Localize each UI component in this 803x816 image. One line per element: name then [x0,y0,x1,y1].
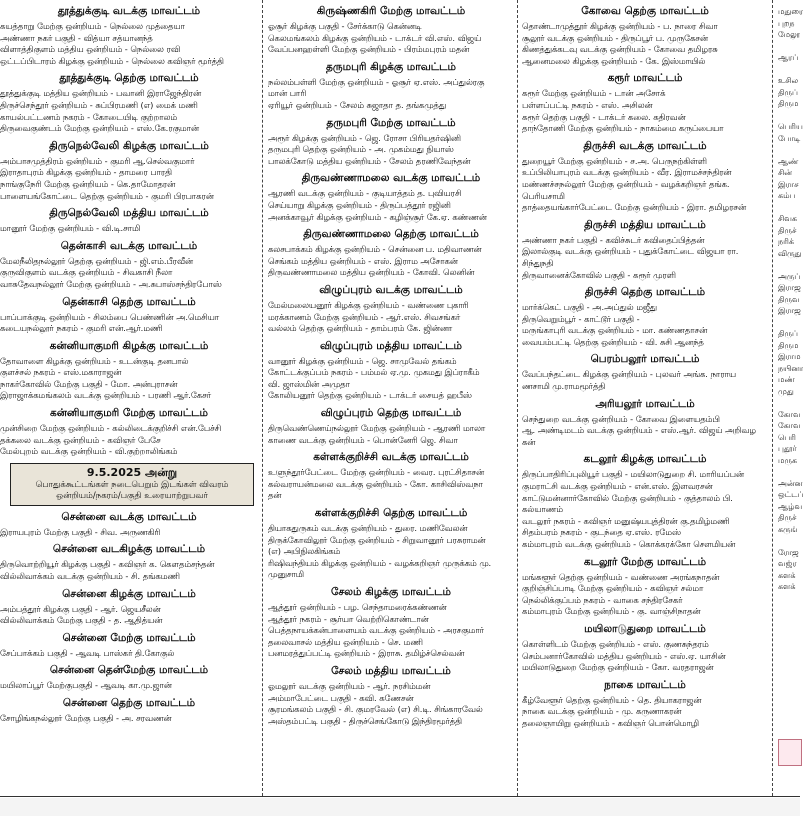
cropped-text-fragment: மதுரை [778,7,803,16]
district-heading: சென்னை கிழக்கு மாவட்டம் [62,587,196,600]
meeting-entry: ஏரியூர் ஒன்றியம் - சேலம் சுஜாதா த. தங்கமுத்து [268,99,447,110]
meeting-entry: கல்யாணம் [522,504,563,515]
cropped-text-fragment: நரிக் [778,237,795,246]
meeting-entry: திருச்செந்தூர் ஒன்றியம் - சுப்பிரமணி (எ) மைக் மணி [0,99,198,110]
meeting-entry: அனக்காவூர் கிழக்கு ஒன்றியம் - கழிஞ்சூர் கே.ஏ. கண்ணன் [268,211,487,222]
meeting-entry: பாப்பாக்குடி ஒன்றியம் - சிலம்பை பெண்ணின் அ.மெசியா [0,311,220,322]
meeting-entry: ஒட்டப்பிடாரம் கிழக்கு ஒன்றியம் - நெல்லை கவிஞர் மூர்த்தி [0,55,224,66]
cropped-text-fragment: சின் [778,168,793,177]
district-heading: விழுப்புரம் வடக்கு மாவட்டம் [319,283,463,296]
cropped-text-fragment: சிவக [778,214,798,223]
meeting-entry: வாசுதேவநல்லூர் மேற்கு ஒன்றியம் - அ.சுபாஸ்சந்திரபோஸ் [0,278,222,289]
meeting-entry: குருவிகுளம் வடக்கு ஒன்றியம் - சிவகாசி நீலா [0,267,173,278]
meeting-entry: கடையநல்லூர் நகரம் - குமரி என்.ஆர்.மணி [0,323,163,334]
district-heading: கள்ளக்குறிச்சி வடக்கு மாவட்டம் [313,451,469,464]
meeting-entry: தலைவாசல் மத்திய ஒன்றியம் - செ. மணி [268,636,423,647]
meeting-entry: சூரமங்கலம் பகுதி - சி. குமரவேல் (எ) சி.டி. சிங்காரவேல் [268,704,483,715]
district-heading: பெரம்பலூர் மாவட்டம் [590,353,700,366]
meeting-entry: ஆரணி வடக்கு ஒன்றியம் - குடியாத்தம் த. புவியரசி [268,188,462,199]
cropped-text-fragment [778,535,800,547]
meeting-entry: மரக்காணம் மேற்கு ஒன்றியம் - ஆர்.எஸ். சிவசங்கர் [268,311,461,322]
cropped-text-fragment: திரும [778,99,799,108]
meeting-entry: அம்பாசமுத்திரம் ஒன்றியம் - குமரி ஆ.செல்வகுமார் [0,155,195,166]
meeting-entry: ஓசூர் கிழக்கு பகுதி - சேர்க்காடு கென்னடி [268,21,422,31]
cropped-text-fragment: மருக [778,455,797,465]
column-3 [522,0,768,730]
cropped-text-fragment: மண் [778,375,795,384]
meeting-entry: கயத்தாறு மேற்கு ஒன்றியம் - நெல்லை முத்தையா [0,21,185,31]
meeting-entry: ஆத்தூர் நகரம் - சூர்யா வெற்றிகொண்டான் [268,613,429,624]
meeting-entry: மங்களூர் தெற்கு ஒன்றியம் - வண்ணை அரங்கநாதன் [522,571,720,582]
cropped-text-fragment: அருப் [778,271,801,281]
meeting-entry: கரூர் மேற்கு ஒன்றியம் - டான் அசோக் [522,88,666,99]
meeting-entry: திருவைகுண்டம் மேற்கு ஒன்றியம் - எஸ்.கே.ரகுமான் [0,123,199,134]
district-heading: விழுப்புரம் மத்திய மாவட்டம் [319,339,463,352]
meeting-entry: வேப்பந்தட்டை கிழக்கு ஒன்றியம் - புலவர் அங்க. நாராய [522,369,736,380]
cropped-text-fragment: திருச் [778,225,797,235]
meeting-entry: தாத்தையங்கார்பேட்டை மேற்கு ஒன்றியம் - இரா. தமிழரசன் [522,202,747,213]
meeting-entry: திருவெறும்பூர் - காட்டூர் பகுதி - [522,313,640,324]
cropped-text-fragment: திருச் [778,513,797,522]
meeting-entry: தருமபுரி தெற்கு ஒன்றியம் - அ. முகம்மது நியாஸ் [268,144,454,155]
district-heading: சென்னை வடக்கு மாவட்டம் [61,510,197,523]
cropped-text-fragment: வஜ்ர [778,559,797,568]
meeting-entry: திருவொற்றியூர் கிழக்கு பகுதி - கவிஞர் க. கௌதம்சந்தன் [0,559,215,570]
cropped-text-fragment: ஆண் [778,156,799,166]
cropped-text-fragment: ரோஜ [778,547,799,557]
date-info-line: பொதுக்கூட்டங்கள் நடைபெறும் இடங்கள் விவரம் [35,479,229,490]
district-heading: திருவண்ணாமலை தெற்கு மாவட்டம் [303,228,479,241]
district-heading: அரியலூர் மாவட்டம் [595,397,695,410]
meeting-entry: திருவெண்ணெய்நல்லூர் மேற்கு ஒன்றியம் - ஆரணி மாலா [268,423,486,434]
district-heading: கன்னியாகுமரி கிழக்கு மாவட்டம் [49,339,209,352]
bottom-band [0,798,800,816]
date-info-line: ஒன்றியம்/நகரம்/பகுதி உரையாற்றுபவர் [56,491,208,502]
meeting-entry: இலால்குடி வடக்கு ஒன்றியம் - புதுக்கோட்டை விஜயா ரா. [522,246,739,257]
district-heading: கடலூர் கிழக்கு மாவட்டம் [583,453,707,466]
meeting-entry: அம்பத்தூர் கிழக்கு பகுதி - ஆர். ஜெயசீலன் [0,603,161,614]
meeting-entry: கெலமங்கலம் கிழக்கு ஒன்றியம் - டாக்டர் வி.எஸ். விஜய் [268,32,482,43]
district-heading: திருநெல்வேலி மத்திய மாவட்டம் [49,207,209,220]
cropped-text-fragment: களக் [778,582,796,591]
bottom-rule [0,796,800,797]
meeting-entry: செய்யாறு கிழக்கு ஒன்றியம் - திருப்பத்தூர் ரஜினி [268,199,451,210]
meeting-entry: பெத்தநாயக்கன்பாளையம் வடக்கு ஒன்றியம் - அரசகுமார் [268,625,484,636]
meeting-entry: கீழ்வேளூர் தெற்கு ஒன்றியம் - தெ. தியாகராஜன் [522,694,702,705]
meeting-entry: ரிஷிவந்தியம் கிழக்கு ஒன்றியம் - வழக்கறிஞர் முருக்கம் மு. [268,557,492,568]
meeting-entry: வையம்பட்டி தெற்கு ஒன்றியம் - வி. சுசி ஆனந்த் [522,336,704,347]
cropped-text-fragment: இராஜ [778,306,801,315]
meeting-entry: தக்கலை வடக்கு ஒன்றியம் - கவிஞர் பேசே [0,434,161,445]
meeting-entry: நல்லம்பள்ளி மேற்கு ஒன்றியம் - ஓசூர் ஏ.எஸ். அப்துல்ரகு [268,76,485,87]
meeting-entry: குறிஞ்சிப்பாடி மேற்கு ஒன்றியம் - கவிஞர் சல்மா [522,583,704,594]
meeting-entry: துறையூர் மேற்கு ஒன்றியம் - ச.அ. பெருநற்கிள்ளி [522,155,707,166]
meeting-entry: குளச்சல் நகரம் - எஸ்.மகாராஜன் [0,367,122,378]
cropped-text-fragment: கோவ [778,421,801,430]
meeting-entry: செந்துறை வடக்கு ஒன்றியம் - கோவை இளையதம்பி [522,413,720,424]
cropped-text-fragment: புறந [778,18,795,28]
meeting-entry: பள்ளப்பட்டி நகரம் - எஸ். அசிலன் [522,99,653,110]
advertisement-box [778,739,802,766]
district-heading: நாகை மாவட்டம் [604,678,686,691]
meeting-entry: திருவானைக்கோவில் பகுதி - கரூர் முரளி [522,269,676,280]
column-divider [517,0,518,796]
column-divider [772,0,773,796]
meeting-entry: பாளையங்கோட்டை தெற்கு ஒன்றியம் - குமரி பிரபாகரன் [0,190,214,201]
meeting-entry: அண்ணா நகர் பகுதி - கவிச்சுடர் கவிதைப்பித்தன் [522,234,705,245]
district-heading: சென்னை மேற்கு மாவட்டம் [62,631,196,644]
cropped-text-fragment: ஆரப் [778,53,799,62]
cropped-text-fragment: இராம [778,352,801,361]
meeting-entry: பனமரத்துப்பட்டி ஒன்றியம் - இராசு. தமிழ்ச்செல்வன் [268,648,465,659]
cropped-text-fragment: கோவ [778,409,801,419]
meeting-entry: முன்சிறை மேற்கு ஒன்றியம் - கல்லிடைக்குறிச்சி என்.பேச்சி [0,423,222,434]
meeting-entry: இராஜாக்கமங்கலம் வடக்கு ஒன்றியம் - பரணி ஆர்.கேசர் [0,390,212,401]
meeting-entry: ணசாமி மு.ராமமூர்த்தி [522,381,606,392]
cropped-text-fragment: ஆழ்வ [778,501,803,511]
cropped-text-fragment: நயினா [778,363,803,373]
meeting-entry: அண்ணா நகர் பகுதி - வித்யா சத்யானந்த் [0,32,153,43]
meeting-entry: தாந்தோணி மேற்கு ஒன்றியம் - நாகம்மை கருப்பையா [522,123,724,134]
district-heading: தருமபுரி மேற்கு மாவட்டம் [326,116,456,129]
meeting-entry: சேப்பாக்கம் பகுதி - ஆவடி பாஸ்கர் தி.கோகுல் [0,647,175,658]
meeting-entry: மருங்காபுரி வடக்கு ஒன்றியம் - மா. கண்ணதாசன் [522,325,708,336]
cropped-text-fragment: அன்ன [778,478,803,488]
meeting-entry: திருவண்ணாமலை மத்திய ஒன்றியம் - கோவி. லெனின் [268,267,475,278]
meeting-entry: கலசபாக்கம் கிழக்கு ஒன்றியம் - சென்னை ப. மதிவாணன் [268,244,482,255]
meeting-entry: வானூர் கிழக்கு ஒன்றியம் - ஜெ. சாமுவேல் தங்கம் [268,355,457,366]
meeting-entry: நாங்குநேரி மேற்கு ஒன்றியம் - கெ.தாமோதரன் [0,178,176,189]
meeting-entry: சிதம்பரம் நகரம் - குடந்தை ஏ.எஸ். ரமேஸ் [522,527,681,538]
district-heading: கள்ளக்குறிச்சி தெற்கு மாவட்டம் [314,507,468,520]
cropped-text-fragment: முது [778,386,794,396]
cropped-text-fragment: கருங் [778,524,798,534]
cropped-text-fragment [778,397,800,409]
meeting-entry: நெல்லிக்குப்பம் நகரம் - வாகை சந்திரசேகர் [522,594,683,605]
cropped-text-fragment: திருப் [778,329,798,338]
cropped-text-fragment: மேலூ [778,30,800,39]
meeting-entry: தியாகதுருகம் வடக்கு ஒன்றியம் - துரை. மணிவேலன் [268,523,468,534]
cropped-text-fragment: விருது [778,248,802,258]
cropped-text-fragment [778,64,800,76]
meeting-entry: சூலூர் வடக்கு ஒன்றியம் - திருப்பூர் ப. முருகேசன் [522,32,708,43]
cropped-text-fragment: களக் [778,570,796,580]
meeting-entry: தோவாளை கிழக்கு ஒன்றியம் - உடன்குடி தனபால் [0,355,189,366]
cropped-text-fragment: திரும [778,340,799,350]
meeting-entry: கோட்டக்குப்பம் நகரம் - பம்மல் ஏ.மு. முகமது இப்ராகீம் [268,367,480,378]
meeting-entry: கன் [522,436,536,447]
meeting-entry: குமராட்சி வடக்கு ஒன்றியம் - என்.எஸ். இளவரசன் [522,481,713,492]
meeting-entry: ஆ. அண்டிமடம் வடக்கு ஒன்றியம் - எஸ்.ஆர். விஜய் அறிவழ [522,425,756,436]
meeting-entry: வி. ஜாஸ்மின் அமுதா [268,378,350,389]
meeting-entry: அஸ்தம்பட்டி பகுதி - திருச்செங்கோடு இந்திரமூர்த்தி [268,715,462,726]
meeting-entry: ஆத்தூர் ஒன்றியம் - பழ. செந்தாமரைக்கண்ணன் [268,602,447,612]
cropped-text-fragment [778,110,800,122]
district-heading: தூத்துக்குடி வடக்கு மாவட்டம் [57,5,201,17]
district-heading: திருச்சி தெற்கு மாவட்டம் [584,286,706,299]
cropped-text-fragment: திருப் [778,87,798,97]
meeting-entry: மேல்புறம் வடக்கு ஒன்றியம் - வி.குற்றாலிங்கம் [0,446,178,457]
meeting-entry: தொண்டாமுத்தூர் கிழக்கு ஒன்றியம் - ப. நாரை சிவா [522,21,718,31]
meeting-entry: திருப்பாதிரிப்புலியூர் பகுதி - மயிலாடுதுறை சி. மாரியப்பன் [522,469,744,480]
meeting-entry: சிந்துநதி [522,257,554,268]
meeting-entry: மேல்மலையனூர் கிழக்கு ஒன்றியம் - வண்ணை புகாரி [268,299,469,310]
district-heading: மயிலாடுதுறை மாவட்டம் [584,622,706,635]
meeting-entry: கரூர் தெற்கு பகுதி - டாக்டர் கலை. கதிரவன் [522,111,686,122]
district-heading: கிருஷ்ணகிரி மேற்கு மாவட்டம் [316,5,466,17]
district-heading: சென்னை தென்மேற்கு மாவட்டம் [49,664,209,677]
cropped-text-fragment [778,41,800,53]
meeting-entry: கிணத்துக்கடவு வடக்கு ஒன்றியம் - கோவை தமிழரசு [522,44,718,55]
meeting-entry: காயல்பட்டணம் நகரம் - கோடையிடி குற்றாலம் [0,111,178,122]
column-1 [0,0,258,725]
meeting-entry: விளாத்திகுளம் மத்திய ஒன்றியம் - நெல்லை ரவி [0,44,181,55]
meeting-entry: கல்வராயன்மலை வடக்கு ஒன்றியம் - கோ. காசிவிஸ்வநா [268,478,483,489]
cropped-text-fragment: இராஜ [778,283,801,292]
meeting-entry: வடலூர் நகரம் - கவிஞர் மனுஷ்யபுத்திரன் கு.தமிழ்மணி [522,515,730,526]
meeting-entry: செம்பனார்கோவில் மத்திய ஒன்றியம் - எஸ்.ஏ. யாசின் [522,650,726,661]
meeting-entry: மான் பாரி [268,88,307,99]
cropped-text-fragment [778,259,800,271]
cropped-text-fragment [778,202,800,214]
cropped-text-fragment: கம்ப [778,191,796,200]
district-heading: தருமபுரி கிழக்கு மாவட்டம் [326,60,456,73]
district-heading: சேலம் கிழக்கு மாவட்டம் [331,586,451,598]
district-heading: சென்னை தெற்கு மாவட்டம் [62,697,196,709]
meeting-entry: வில்லிவாக்கம் மேற்கு பகுதி - த. ஆதித்யன் [0,615,163,626]
meeting-entry: கோலியனூர் தெற்கு ஒன்றியம் - டாக்டர் சையத் ஹபீஸ் [268,390,472,401]
cropped-text-fragment: பெரிய [778,122,803,131]
district-heading: விழுப்புரம் தெற்கு மாவட்டம் [320,407,462,420]
meeting-entry: நாகர்கோவில் மேற்கு பகுதி - மோ. அன்புராசன் [0,378,178,389]
district-heading: சென்னை வடகிழக்கு மாவட்டம் [52,543,206,556]
district-heading: கடலூர் மேற்கு மாவட்டம் [583,555,707,568]
meeting-entry: காணை வடக்கு ஒன்றியம் - பொன்னேரி ஜெ. சிவா [268,434,458,445]
date-info-line: 9.5.2025 அன்று [86,465,178,479]
district-heading: கோவை தெற்கு மாவட்டம் [581,5,709,17]
meeting-entry: தலைஞாயிறு ஒன்றியம் - கவிஞர் பொன்மொழி [522,717,699,728]
meeting-entry: நாகை வடக்கு ஒன்றியம் - மு. கருணாகரன் [522,706,682,717]
district-heading: கரூர் மாவட்டம் [607,72,683,85]
column-4-cropped [778,0,803,593]
meeting-entry: காட்டுமன்னார்கோவில் மேற்கு ஒன்றியம் - குத்தாலம் பி. [522,492,733,503]
meeting-entry: திருக்கோவிலூர் மேற்கு ஒன்றியம் - சிறுவானூர் பரசுராமன் [268,534,486,545]
meeting-entry: மேலநீலிதநல்லூர் தெற்கு ஒன்றியம் - ஜி.எம்.பீரவீன் [0,255,193,266]
cropped-text-fragment: ஒட்டப் [778,490,803,499]
meeting-entry: ஓமலூர் வடக்கு ஒன்றியம் - ஆர். நரசிம்மன் [268,680,431,691]
district-heading: தென்காசி வடக்கு மாவட்டம் [60,239,198,252]
meeting-entry: அரூர் கிழக்கு ஒன்றியம் - ஜெ. ரோசா பிரியதர்ஷினி [268,132,461,143]
district-heading: தென்காசி தெற்கு மாவட்டம் [62,295,196,308]
meeting-entry: வில்லிவாக்கம் வடக்கு ஒன்றியம் - சி. தங்கமணி [0,571,180,582]
meeting-entry: மானூர் மேற்கு ஒன்றியம் - வி.டி.சாமி [0,223,141,234]
district-heading: திருச்சி வடக்கு மாவட்டம் [583,139,707,152]
district-heading: திருச்சி மத்திய மாவட்டம் [584,218,706,231]
cropped-text-fragment: புதூர் [778,444,797,453]
district-heading: திருவண்ணாமலை வடக்கு மாவட்டம் [301,172,481,185]
meeting-entry: உப்பிலியாபுரம் வடக்கு ஒன்றியம் - வீர. இராமச்சந்திரன் [522,167,732,178]
cropped-text-fragment: போடி [778,133,801,143]
meeting-entry: மார்க்கெட் பகுதி - அ.அப்துல் மஜீது [522,302,658,313]
meeting-entry: பெரியசாமி [522,190,565,201]
meeting-entry: மண்ணச்சநல்லூர் மேற்கு ஒன்றியம் - வழக்கறிஞர் தங்க. [522,178,730,189]
meeting-entry: ஆனைமலை கிழக்கு ஒன்றியம் - கே. இஸ்மாயில் [522,55,706,66]
date-info-box [10,463,254,506]
meeting-entry: வேப்பனஹள்ளி மேற்கு ஒன்றியம் - பிரம்மபுரம் மதன் [268,44,470,55]
cropped-text-fragment: பெரி [778,432,796,442]
district-heading: தூத்துக்குடி தெற்கு மாவட்டம் [59,72,199,85]
meeting-entry: பாலக்கோடு மத்திய ஒன்றியம் - சேலம் தரணிவேந்தன் [268,155,471,166]
cropped-text-fragment: இராச [778,179,799,189]
cropped-text-fragment: திருவ [778,294,800,304]
cropped-text-fragment: உசில [778,76,799,85]
meeting-entry: கம்மாபுரம் வடக்கு ஒன்றியம் - கொக்கரக்கோ சௌமியன் [522,539,736,549]
cropped-text-fragment [778,466,800,478]
meeting-entry: கொள்ளிடம் மேற்கு ஒன்றியம் - எஸ். குணசுந்தரம் [522,638,709,649]
meeting-entry: முனுசாமி [268,569,304,580]
meeting-entry: மயிலாப்பூர் மேற்குபகுதி - ஆவடி கா.மு.ஜான் [0,680,172,691]
meeting-entry: செங்கம் மத்திய ஒன்றியம் - எஸ். இராம அசோகன் [268,255,458,266]
meeting-entry: தூத்துக்குடி மத்திய ஒன்றியம் - பவானி இராஜேந்திரன் [0,88,202,99]
meeting-entry: அம்மாபேட்டை பகுதி - கவி. கணேசன் [268,692,414,703]
meeting-entry: உளுந்தூர்பேட்டை மேற்கு ஒன்றியம் - வைர. புரட்சிதாசன் [268,467,485,478]
meeting-entry: (எ) அபிநிலகிங்கம் [268,546,341,557]
column-divider [262,0,263,796]
meeting-entry: சோழிங்கநல்லூர் மேற்கு பகுதி - அ. சரவணன் [0,713,172,723]
district-heading: சேலம் மத்திய மாவட்டம் [331,664,451,677]
column-2 [268,0,514,727]
meeting-entry: கம்மாபுரம் மேற்கு ஒன்றியம் - கு. வாஞ்சிநாதன் [522,606,701,617]
district-heading: கன்னியாகுமரி மேற்கு மாவட்டம் [49,407,208,420]
cropped-text-fragment [778,144,800,156]
meeting-entry: தன் [268,490,282,501]
meeting-entry: இராதாபுரம் கிழக்கு ஒன்றியம் - தாமரை பாரதி [0,167,172,178]
meeting-entry: வல்லம் தெற்கு ஒன்றியம் - தாம்பரம் கே. ஜின்னா [268,323,453,334]
meeting-entry: மயிலாடுதுறை மேற்கு ஒன்றியம் - கோ. வரதராஜன் [522,662,714,673]
cropped-text-fragment [778,317,800,329]
district-heading: திருநெல்வேலி கிழக்கு மாவட்டம் [49,139,209,152]
meeting-entry: இராயபுரம் மேற்கு பகுதி - சிவ. அருணகிரி [0,526,161,537]
